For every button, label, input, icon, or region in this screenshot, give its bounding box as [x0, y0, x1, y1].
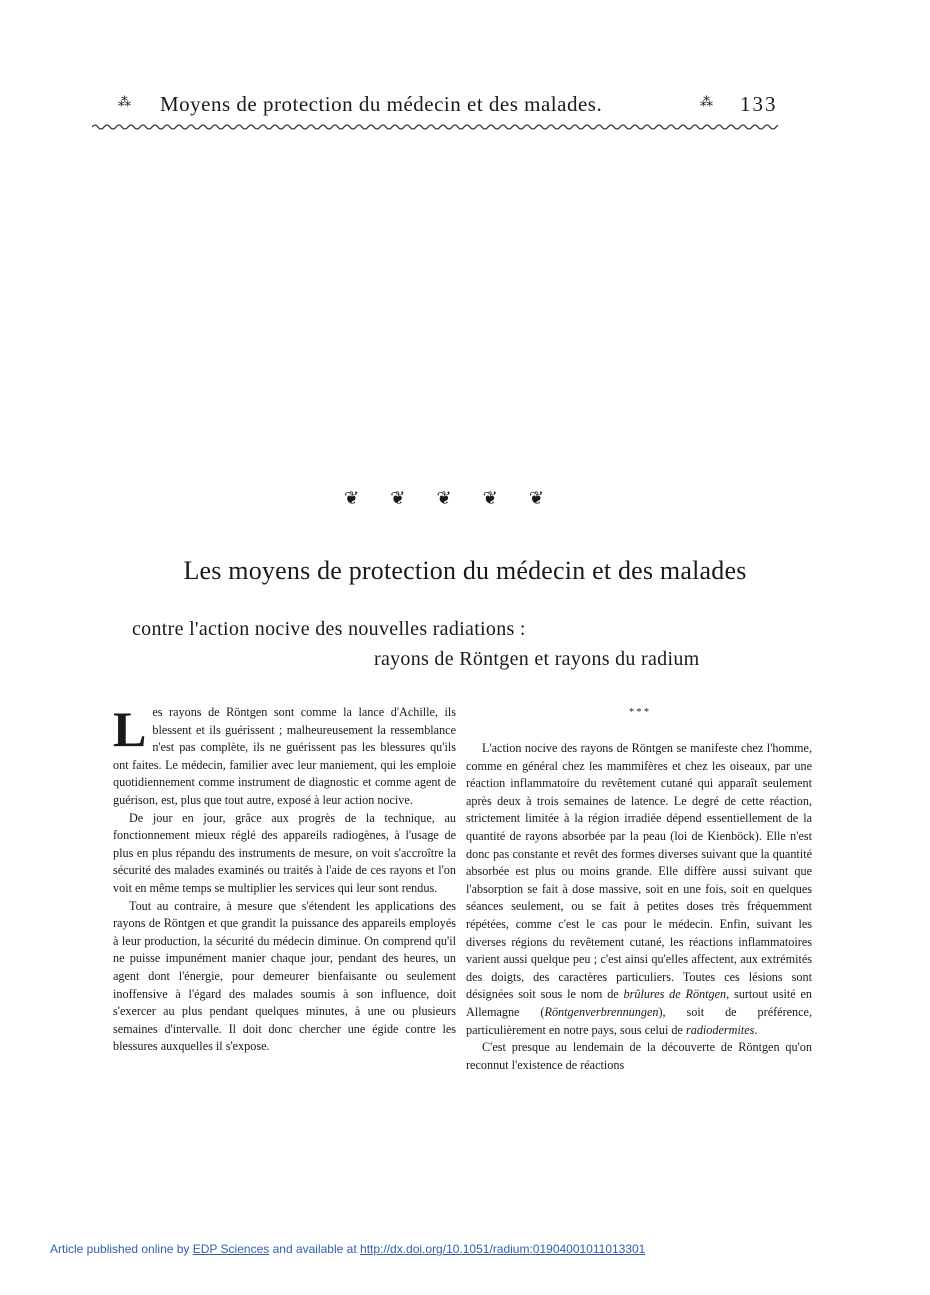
fleuron-icon: ❦: [482, 488, 498, 508]
article-subtitle-line1: contre l'action nocive des nouvelles radiations :: [132, 618, 526, 640]
article-subtitle-line2: rayons de Röntgen et rayons du radium: [374, 648, 700, 670]
publication-footer: [50, 1242, 645, 1256]
right-column: [466, 704, 812, 1074]
article-title: Les moyens de protection du médecin et des malades: [183, 556, 747, 585]
wavy-rule: [92, 122, 778, 132]
right-ornament-icon: ⁂: [700, 94, 714, 109]
fleuron-icon: ❦: [528, 488, 544, 508]
paragraph-text: L'action nocive des rayons de Röntgen se manifeste chez l'homme, comme en général chez les mammifères et chez les oiseaux, par une réaction inflammatoire du revêtement cutané qui apparaît seulement après deux à trois semaines de latence. Le degré de cette réaction, strictement limitée à la région irradiée dépend essentiellement de la quantité de rayons absorbée par la peau (loi de Kienböck). Elle n'est donc pas constante et revêt des formes diverses suivant que la quantité absorbée est plus ou moins grande. Elle diffère aussi suivant que l'absorption se fait à dose massive, soit en une fois, soit en quelques séances seulement, ou se fait à petites doses très fréquemment répétées, comme c'est le cas pour le médecin. Enfin, suivant les diverses régions du revêtement cutané, les réactions inflammatoires varient aussi quelque peu ; c'est ainsi qu'elles affectent, aux extrémités des doigts, des caractères particuliers. Toutes ces lésions sont désignées soit sous le nom de: [466, 741, 812, 1002]
footer-prefix: Article published online by: [50, 1242, 190, 1256]
paragraph-text: ), soit de préférence, particulièrement en notre pays, sous celui de: [466, 1004, 812, 1037]
section-break-stars: * * *: [629, 707, 649, 718]
drop-cap: L: [113, 701, 147, 757]
italic-term: radiodermites: [685, 1022, 755, 1037]
paragraph: [113, 701, 456, 810]
italic-term: brûlures de Röntgen: [623, 987, 727, 1002]
publisher-link[interactable]: EDP Sciences: [192, 1242, 270, 1256]
paragraph: De jour en jour, grâce aux progrès de la technique, au fonctionnement mieux réglé des appareils radiogènes, à l'usage de plus en plus répandu des instruments de mesure, on voit s'accroître la sécurité des malades examinés ou traités à l'aide de ces rayons et l'on voit en même temps se multiplier les services qui leur sont rendus.: [113, 810, 456, 895]
page-number: 133: [740, 92, 778, 116]
paragraph: C'est presque au lendemain de la découverte de Röntgen qu'on reconnut l'existence de réactions: [466, 1040, 812, 1072]
running-head: [118, 92, 778, 118]
left-column: [113, 701, 456, 1056]
left-ornament-icon: ⁂: [118, 94, 132, 109]
fleuron-icon: ❦: [344, 488, 360, 508]
fleuron-icon: ❦: [436, 488, 452, 508]
running-title: Moyens de protection du médecin et des malades.: [160, 92, 603, 116]
doi-link[interactable]: http://dx.doi.org/10.1051/radium:01904001011013301: [360, 1242, 646, 1256]
paragraph: [466, 740, 812, 1039]
paragraph-text: , surtout usité en Allemagne (: [466, 987, 812, 1019]
fleuron-icon: ❦: [390, 488, 406, 508]
paragraph-text: es rayons de Röntgen sont comme la lance d'Achille, ils blessent et ils guérissent ; malheureusement la ressemblance n'est pas complète, ils ne guérissent pas les blessures qu'ils ont faites. Le médecin, familier avec leur maniement, qui les emploie quotidiennement comme instrument de diagnostic et comme agent de guérison, est, plus que tout autre, exposé à leur action nocive.: [113, 705, 456, 807]
footer-middle: and available at: [272, 1242, 357, 1256]
italic-term: Röntgenverbrennungen: [544, 1004, 659, 1019]
paragraph-text: .: [754, 1022, 758, 1037]
paragraph: Tout au contraire, à mesure que s'étendent les applications des rayons de Röntgen et que grandit la puissance des appareils employés à leur production, la sécurité du médecin diminue. On comprend qu'il ne puisse impunément manier chaque jour, pendant des heures, un agent dont l'énergie, pour demeurer bienfaisante ou seulement inoffensive à l'égard des malades soumis à son influence, doit s'exercer au plus pendant quelques minutes, à une ou plusieurs semaines d'intervalle. Il doit donc chercher une égide contre les blessures auxquelles il s'expose.: [113, 898, 456, 1054]
ornament-row: [344, 488, 544, 512]
